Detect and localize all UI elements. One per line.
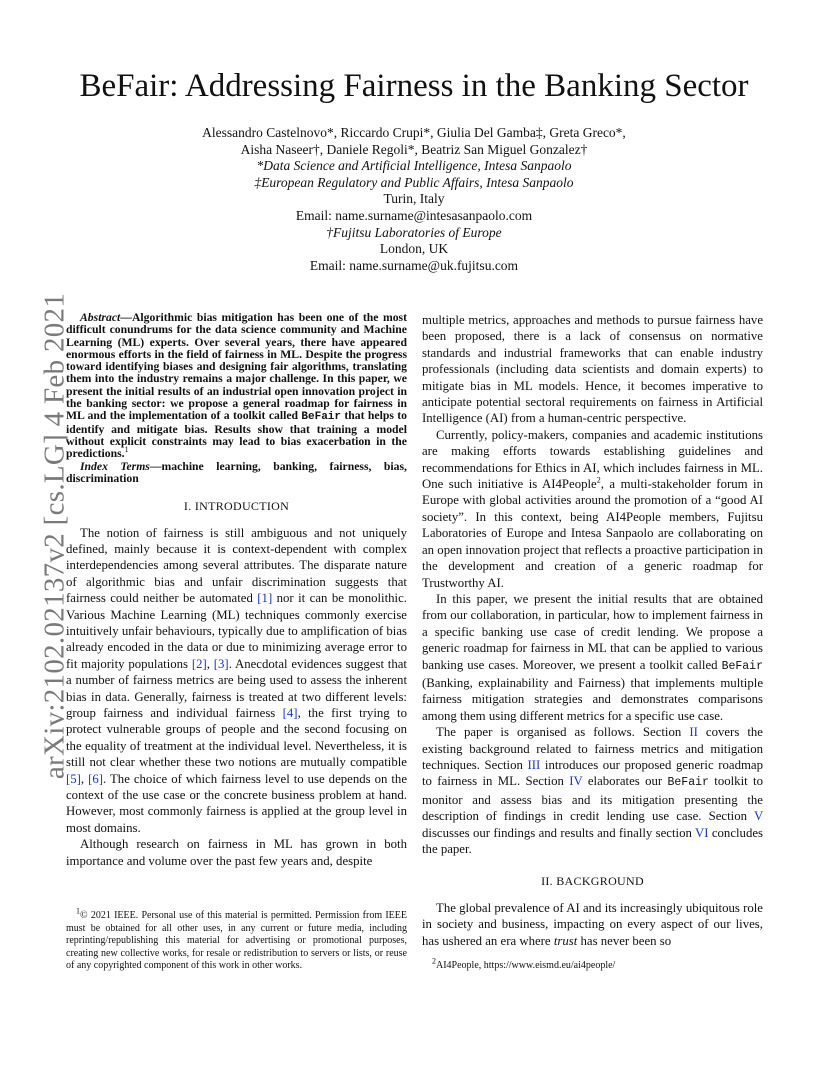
author-block — [0, 125, 828, 274]
intro-paragraph-2: Although research on fairness in ML has grown in both importance and volume over the past few years and, despite — [66, 837, 407, 868]
right-column — [422, 312, 763, 949]
index-terms — [66, 461, 407, 486]
section-link-3[interactable]: III — [527, 757, 541, 772]
section-heading-background: II. BACKGROUND — [541, 874, 644, 889]
footnote-1 — [66, 906, 407, 973]
abstract — [66, 312, 407, 461]
intro-paragraph-1: The notion of fairness is still ambiguous and not uniquely defined, mainly because it is context-dependent with complex interdependencies among several attributes. The disparate nature of algorithmic bias and unfair discrimination suggests that fairness could neither be automated [1] nor it can be monolithic. Various Machine Learning (ML) techniques commonly exercise intuitively unfair behaviours, typically due to amplification of bias already encoded in the data or due to minimizing average error to fit majority populations [2], [3]. Anecdotal evidences suggest that a number of fairness metrics are being used to assess the inherent bias in data. Generally, fairness is treated at two different levels: group fairness and individual fairness [4], the first trying to protect vulnerable groups of people and the second focusing on the equality of treatment at the individual level. Nevertheless, it is still not clear whether these two notions are mutually compatible [5], [6]. The choice of which fairness level to use depends on the context of the use case or the concrete business problem at hand. However, most commonly fairness is applied at the group level in most domains. — [66, 525, 408, 835]
email-2: Email: name.surname@uk.fujitsu.com — [309, 257, 519, 273]
arxiv-identifier: arXiv:2102.02137v2 [cs.LG] 4 Feb 2021 — [38, 292, 71, 780]
citation-5[interactable]: [5] — [66, 771, 81, 786]
abstract-text-1: —Algorithmic bias mitigation has been one of the most difficult conundrums for the data science community and Machine Learning (ML) experts. Over several years, there have appeared enormous efforts in the field of fairness in ML. Despite the progress toward identifying biases and designing fair algorithms, translating them into the industry remains a major challenge. In this paper, we present the initial results of an industrial open innovation project in the banking sector: we propose a general roadmap for fairness in ML and the implementation of a toolkit called — [66, 311, 407, 423]
befair-code: BeFair — [667, 776, 709, 790]
right-paragraph-4: The paper is organised as follows. Section II covers the existing background related to fairness metrics and mitigation techniques. Section III introduces our proposed generic roadmap to fairness in ML. Section IV elaborates our BeFair toolkit to monitor and assess bias and its mitigation presenting the description of findings in credit lending use case. Section V discusses our findings and results and finally section VI concludes the paper. — [422, 725, 764, 856]
affiliation-3: †Fujitsu Laboratories of Europe — [326, 224, 502, 240]
citation-4[interactable]: [4] — [282, 706, 298, 721]
left-column — [66, 312, 407, 869]
footnote-1-text: © 2021 IEEE. Personal use of this material is permitted. Permission from IEEE must be obtained for all other uses, in any current or future media, including reprinting/republishing this material for advertising or promotional purposes, creating new collective works, for resale or redistribution to servers or lists, or reuse of any copyrighted component of this work in other works. — [66, 910, 407, 971]
index-terms-text: —machine learning, banking, fairness, bias, discrimination — [66, 459, 407, 485]
footnote-2-mark: 2 — [432, 956, 436, 966]
right-paragraph-3: In this paper, we present the initial results that are obtained from our collaboration, in particular, how to implement fairness in a specific banking use case of credit lending. We propose a generic roadmap for fairness in ML that can be applied to various banking use cases. Moreover, we present a toolkit called BeFair (Banking, explainability and Fairness) that implements multiple fairness mitigation strategies and demonstrates comparisons among them using different metrics for a specific use case. — [422, 591, 763, 723]
footnote-1-mark: 1 — [76, 906, 80, 916]
right-paragraph-2: Currently, policy-makers, companies and academic institutions are making efforts towards establishing guidelines and recommendations for Ethics in AI, which includes fairness in ML. One such initiative is AI4People$^2$, a multi-stakeholder forum in Europe with global activities around the promotion of a “good AI society”. In this context, being AI4People members, Fujitsu Laboratories of Europe and Intesa Sanpaolo are collaborating on an open innovation project that reflects a proactive participation in the development and creation of a generic roadmap for Trustworthy AI. — [422, 427, 764, 590]
city-2: London, UK — [379, 241, 449, 257]
affiliation-2: ‡European Regulatory and Public Affairs, Intesa Sanpaolo — [254, 174, 574, 190]
footnote-mark-2: 2 — [596, 475, 601, 485]
author-line-2: Aisha Naseer†, Daniele Regoli*, Beatriz San Miguel Gonzalez† — [240, 141, 588, 157]
citation-6[interactable]: [6] — [88, 771, 104, 786]
footnote-2 — [422, 956, 763, 973]
abstract-text-2: that helps to identify and mitigate bias. Results show that training a model without explicit constraints may lead to bias exacerbation in the predictions. — [66, 409, 407, 461]
right-paragraph-1: multiple metrics, approaches and methods to pursue fairness have been proposed, there is a lack of consensus on normative standards and industrial frameworks that can enable industry professionals (including data scientists and domain experts) to mitigate bias in ML models. Hence, it becomes imperative to anticipate potential sectoral requirements on fairness in Artificial Intelligence (AI) from a human-centric perspective. — [422, 313, 763, 426]
section-link-5[interactable]: V — [753, 809, 763, 824]
paper-title: BeFair: Addressing Fairness in the Banking Sector — [79, 68, 749, 104]
section-heading-introduction: I. INTRODUCTION — [183, 499, 290, 514]
footnote-mark-1: 1 — [124, 445, 129, 455]
section-link-2[interactable]: II — [689, 725, 698, 740]
citation-1[interactable]: [1] — [257, 591, 273, 606]
abstract-label: Abstract — [80, 311, 121, 324]
background-paragraph-1: The global prevalence of AI and its increasingly ubiquitous role in society and business, impacting on every aspect of our lives, has ushered an era where trust has never been so — [422, 900, 763, 948]
author-line-1: Alessandro Castelnovo*, Riccardo Crupi*, Giulia Del Gamba‡, Greta Greco*, — [202, 125, 626, 140]
city-1: Turin, Italy — [383, 191, 445, 207]
emphasis-trust: trust — [553, 933, 578, 948]
section-link-6[interactable]: VI — [695, 825, 709, 840]
citation-3[interactable]: [3] — [213, 656, 229, 671]
affiliation-1: *Data Science and Artificial Intelligence, Intesa Sanpaolo — [256, 158, 572, 174]
footnote-2-text: AI4People, https://www.eismd.eu/ai4people/ — [436, 960, 616, 971]
citation-2[interactable]: [2] — [191, 656, 207, 671]
section-link-4[interactable]: IV — [569, 774, 583, 789]
befair-code: BeFair — [721, 659, 763, 673]
email-1: Email: name.surname@intesasanpaolo.com — [295, 207, 533, 223]
befair-code: BeFair — [301, 411, 342, 424]
index-terms-label: Index Terms — [80, 459, 150, 473]
